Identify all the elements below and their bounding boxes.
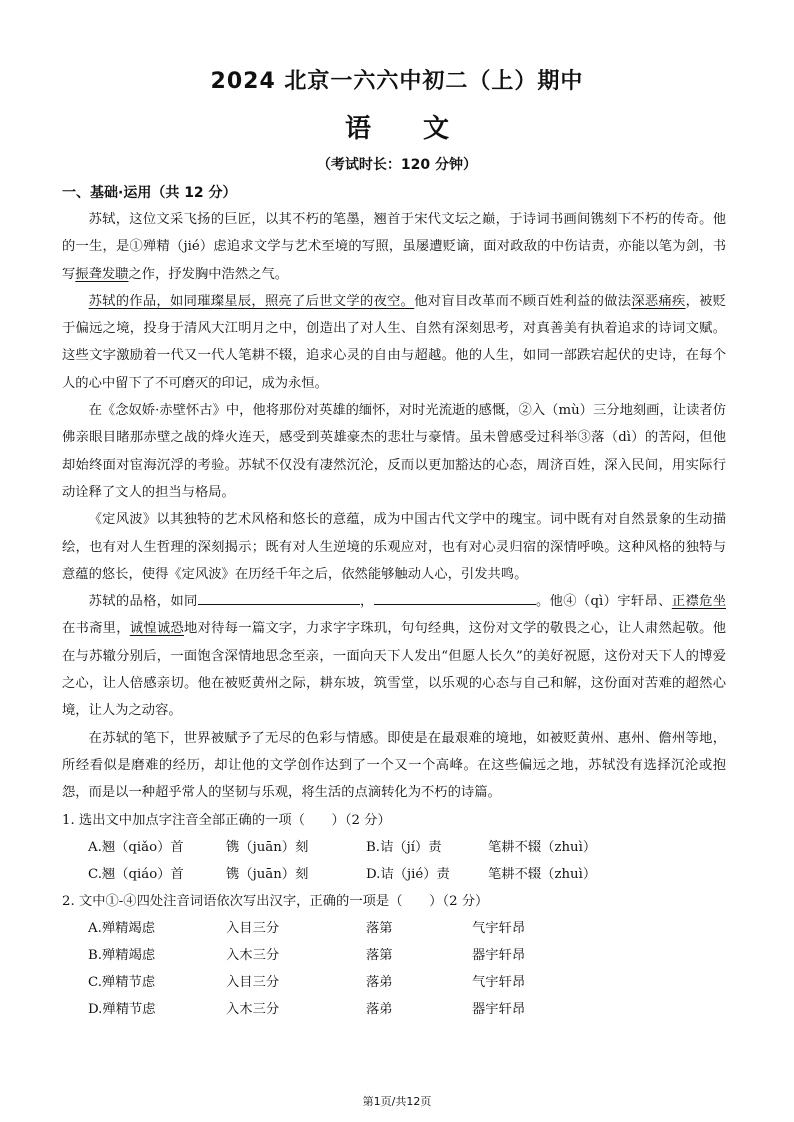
fill-blank-1[interactable]	[198, 590, 360, 605]
paragraph-text: 他对盲目改革而不顾百姓利益的做法	[414, 293, 632, 309]
option-text: 笔耕不辍（zhuì）	[488, 867, 597, 882]
option-c[interactable]: C.翘（qiáo）首	[88, 867, 184, 882]
option-text: 落弟	[366, 1002, 393, 1017]
paragraph-5	[62, 588, 726, 724]
fill-blank-2[interactable]	[374, 590, 536, 605]
question-2-stem: 2. 文中①-④四处注音词语依次写出汉字，正确的一项是（ ）（2 分）	[62, 894, 489, 909]
option-text: 笔耕不辍（zhuì）	[488, 840, 597, 855]
underlined-phrase: 深恶痛疾	[631, 293, 686, 309]
underlined-phrase: 正襟危坐	[671, 594, 727, 610]
option-text: 镌（juān）刻	[226, 840, 309, 855]
option-text: 器宇轩昂	[472, 948, 526, 963]
paragraph-text: 苏轼的品格，如同	[88, 594, 198, 610]
paragraph-text: ，被贬于偏远之境，投身于清风大江明月之中，创造出了对人生、自然有深刻思考，对真善美有执着追求的诗词文赋。这些文字激励着一代又一代人笔耕不辍，追求心灵的自由与超越。他的人生，如同一部跌宕起伏的史诗，在每个人的心中留下了不可磨灭的印记，成为永恒。	[62, 293, 727, 391]
paragraph-2	[62, 288, 726, 397]
option-d: D.殚精节虑	[88, 1002, 156, 1017]
option-text: 落第	[366, 948, 393, 963]
paragraph-text: ，	[359, 594, 374, 610]
paragraph-3: 在《念奴娇·赤壁怀古》中，他将那份对英雄的缅怀，对时光流逝的感慨，②入（mù）三分地刻画，让读者仿佛亲眼目睹那赤壁之战的烽火连天，感受到英雄豪杰的悲壮与豪情。虽未曾感受过科举③落（dì）的苦闷，但他却始终面对宦海沉浮的考验。苏轼不仅没有凄然沉沦，反而以更加豁达的心态，周济百姓，深入民间，用实际行动诠释了文人的担当与格局。	[62, 403, 726, 500]
option-b: B.殚精竭虑	[88, 948, 156, 963]
option-text: 落第	[366, 921, 393, 936]
paragraph-text: 。他④（qì）宇轩昂、	[535, 594, 672, 610]
option-text: 入木三分	[226, 948, 280, 963]
section-heading: 一、基础·运用（共 12 分）	[62, 185, 237, 201]
option-text: 入目三分	[226, 975, 280, 990]
paragraph-4: 《定风波》以其独特的艺术风格和悠长的意蕴，成为中国古代文学中的瑰宝。词中既有对自然景象的生动描绘，也有对人生哲理的深刻揭示；既有对人生逆境的乐观应对，也有对心灵归宿的深情呼唤。这种风格的独特与意蕴的悠长，使得《定风波》在历经千年之后，依然能够触动人心，引发共鸣。	[62, 512, 726, 582]
option-text: 气宇轩昂	[472, 975, 526, 990]
paragraph-text: 地对待每一篇文字，力求字字珠玑，句句经典，这份对文学的敬畏之心，让人肃然起敬。他在与苏辙分别后，一面饱含深情地思念至亲，一面向天下人发出“但愿人长久”的美好祝愿，这份对天下人的博爱之心，让人倍感亲切。他在被贬黄州之际，耕东坡，筑雪堂，以乐观的心态与自己和解，这份面对苦难的超然心境，让人为之动容。	[62, 621, 727, 719]
reading-passage	[62, 206, 726, 807]
option-text: 镌（juān）刻	[226, 867, 309, 882]
underlined-phrase: 振聋发聩	[75, 266, 129, 282]
underlined-phrase: 诚惶诚恐	[129, 621, 185, 637]
paragraph-text: 在书斋里，	[62, 621, 130, 637]
option-text: 落弟	[366, 975, 393, 990]
option-a[interactable]: A.翘（qiǎo）首	[88, 840, 184, 855]
option-text: 器宇轩昂	[472, 1002, 526, 1017]
option-b[interactable]: B.诘（jí）责	[366, 840, 442, 855]
paragraph-text: 苏轼，这位文采飞扬的巨匠，以其不朽的笔墨，翘首于宋代文坛之巅，于诗词书画间镌刻下不朽的传奇。他的一生，是①殚精（jié）虑追求文学与艺术至境的写照，虽屡遭贬谪，面对政敌的中伤诘责，亦能以笔为剑，书写	[62, 212, 726, 282]
paragraph-1	[62, 206, 726, 288]
option-text: 气宇轩昂	[472, 921, 526, 936]
paragraph-6: 在苏轼的笔下，世界被赋予了无尽的色彩与情感。即使是在最艰难的境地，如被贬黄州、惠州、儋州等地，所经看似是磨难的经历，却让他的文学创作达到了一个又一个高峰。在这些偏远之地，苏轼没有选择沉沦或抱怨，而是以一种超乎常人的坚韧与乐观，将生活的点滴转化为不朽的诗篇。	[62, 730, 726, 801]
exam-title: 2024 北京一六六中初二（上）期中	[210, 69, 584, 94]
question-1-stem: 1. 选出文中加点字注音全部正确的一项（ ）（2 分）	[62, 813, 391, 828]
subject-title: 语 文	[344, 114, 449, 144]
paragraph-text: 之作，抒发胸中浩然之气。	[128, 266, 289, 282]
option-d[interactable]: D.诘（jié）责	[366, 867, 450, 882]
exam-duration: （考试时长：120 分钟）	[316, 157, 478, 173]
page-number: 第1页/共12页	[362, 1095, 432, 1108]
option-c: C.殚精节虑	[88, 975, 156, 990]
option-a: A.殚精竭虑	[88, 921, 156, 936]
option-text: 入目三分	[226, 921, 280, 936]
underlined-sentence: 苏轼的作品，如同璀璨星辰，照亮了后世文学的夜空。	[88, 293, 415, 309]
option-text: 入木三分	[226, 1002, 280, 1017]
